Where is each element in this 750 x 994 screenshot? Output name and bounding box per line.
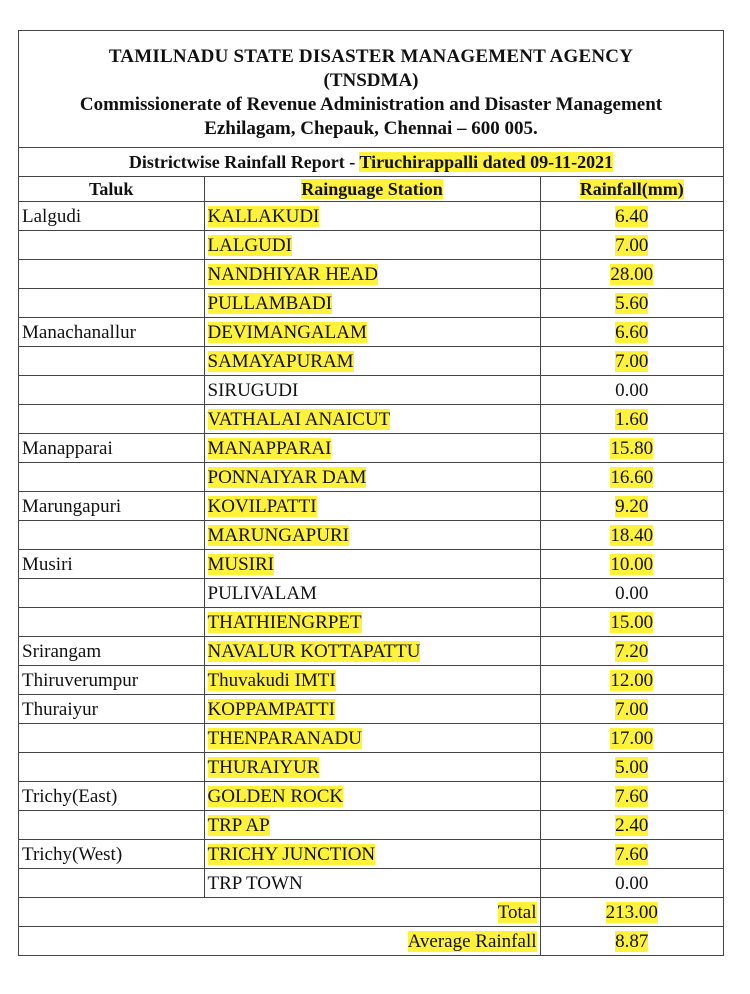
station-name: PONNAIYAR DAM bbox=[207, 466, 367, 488]
station-name: THENPARANADU bbox=[207, 727, 362, 749]
station-cell bbox=[204, 608, 540, 637]
rainfall-value: 6.60 bbox=[615, 321, 649, 343]
station-cell bbox=[204, 550, 540, 579]
rainfall-value: 10.00 bbox=[610, 553, 654, 575]
table-row bbox=[19, 318, 723, 347]
taluk-name: Thiruverumpur bbox=[22, 669, 139, 691]
rainfall-cell bbox=[540, 840, 723, 869]
office-address: Ezhilagam, Chepauk, Chennai – 600 005. bbox=[204, 118, 538, 139]
table-row bbox=[19, 840, 723, 869]
table-row bbox=[19, 637, 723, 666]
station-name: NANDHIYAR HEAD bbox=[207, 263, 378, 285]
taluk-cell bbox=[19, 840, 204, 869]
rainfall-value: 7.00 bbox=[615, 698, 649, 720]
taluk-cell bbox=[19, 782, 204, 811]
rainfall-cell bbox=[540, 695, 723, 724]
station-cell bbox=[204, 347, 540, 376]
rainfall-cell bbox=[540, 811, 723, 840]
table-row bbox=[19, 376, 723, 405]
station-cell bbox=[204, 463, 540, 492]
taluk-cell bbox=[19, 666, 204, 695]
rainfall-value: 0.00 bbox=[615, 872, 649, 894]
table-row bbox=[19, 608, 723, 637]
rainfall-cell bbox=[540, 521, 723, 550]
rainfall-cell bbox=[540, 318, 723, 347]
rainfall-value: 15.80 bbox=[610, 437, 654, 459]
rainfall-value: 0.00 bbox=[615, 582, 649, 604]
station-name: KOPPAMPATTI bbox=[207, 698, 335, 720]
rainfall-cell bbox=[540, 347, 723, 376]
table-row bbox=[19, 202, 723, 231]
rainfall-value: 7.20 bbox=[615, 640, 649, 662]
taluk-name: Trichy(West) bbox=[22, 843, 123, 865]
taluk-cell bbox=[19, 695, 204, 724]
station-cell bbox=[204, 289, 540, 318]
total-row bbox=[19, 898, 723, 927]
rainfall-table bbox=[19, 177, 723, 955]
report-title bbox=[19, 148, 723, 177]
table-row bbox=[19, 434, 723, 463]
taluk-cell bbox=[19, 753, 204, 782]
rainfall-cell bbox=[540, 231, 723, 260]
station-cell bbox=[204, 782, 540, 811]
station-cell bbox=[204, 318, 540, 347]
taluk-cell bbox=[19, 492, 204, 521]
taluk-cell bbox=[19, 550, 204, 579]
rainfall-value: 2.40 bbox=[615, 814, 649, 836]
department-name: Commissionerate of Revenue Administration and Disaster Management bbox=[79, 94, 663, 115]
table-row bbox=[19, 782, 723, 811]
rainfall-value: 12.00 bbox=[610, 669, 654, 691]
rainfall-value: 28.00 bbox=[610, 263, 654, 285]
rainfall-cell bbox=[540, 782, 723, 811]
rainfall-cell bbox=[540, 753, 723, 782]
total-label: Total bbox=[497, 901, 537, 923]
rainfall-value: 5.00 bbox=[615, 756, 649, 778]
station-name: PULIVALAM bbox=[207, 582, 317, 604]
station-cell bbox=[204, 637, 540, 666]
average-row bbox=[19, 927, 723, 956]
station-cell bbox=[204, 521, 540, 550]
station-cell bbox=[204, 231, 540, 260]
station-cell bbox=[204, 260, 540, 289]
table-row bbox=[19, 811, 723, 840]
station-cell bbox=[204, 811, 540, 840]
table-row bbox=[19, 666, 723, 695]
rainfall-report-sheet bbox=[18, 30, 724, 956]
rainfall-cell bbox=[540, 289, 723, 318]
taluk-cell bbox=[19, 202, 204, 231]
report-title-prefix: Districtwise Rainfall Report - bbox=[128, 152, 360, 172]
rainfall-value: 9.20 bbox=[615, 495, 649, 517]
table-row bbox=[19, 492, 723, 521]
station-cell bbox=[204, 376, 540, 405]
table-row bbox=[19, 347, 723, 376]
station-cell bbox=[204, 753, 540, 782]
rainfall-cell bbox=[540, 579, 723, 608]
station-name: TRP AP bbox=[207, 814, 270, 836]
taluk-name: Trichy(East) bbox=[22, 785, 118, 807]
report-district-date: Tiruchirappalli dated 09-11-2021 bbox=[359, 152, 614, 172]
station-name: TRP TOWN bbox=[207, 872, 303, 894]
agency-abbr: (TNSDMA) bbox=[323, 70, 419, 91]
rainfall-value: 17.00 bbox=[610, 727, 654, 749]
station-name: THATHIENGRPET bbox=[207, 611, 362, 633]
station-name: VATHALAI ANAICUT bbox=[207, 408, 391, 430]
rainfall-cell bbox=[540, 724, 723, 753]
station-cell bbox=[204, 695, 540, 724]
table-row bbox=[19, 753, 723, 782]
rainfall-cell bbox=[540, 869, 723, 898]
station-cell bbox=[204, 869, 540, 898]
station-name: GOLDEN ROCK bbox=[207, 785, 344, 807]
taluk-cell bbox=[19, 231, 204, 260]
rainfall-value: 15.00 bbox=[610, 611, 654, 633]
table-header-row bbox=[19, 177, 723, 202]
station-name: DEVIMANGALAM bbox=[207, 321, 367, 343]
station-cell bbox=[204, 202, 540, 231]
taluk-name: Musiri bbox=[22, 553, 73, 575]
rainfall-cell bbox=[540, 260, 723, 289]
taluk-name: Manachanallur bbox=[22, 321, 136, 343]
table-row bbox=[19, 695, 723, 724]
station-name: MANAPPARAI bbox=[207, 437, 332, 459]
rainfall-value: 6.40 bbox=[615, 205, 649, 227]
rainfall-value: 7.60 bbox=[615, 843, 649, 865]
taluk-name: Manapparai bbox=[22, 437, 113, 459]
agency-name: TAMILNADU STATE DISASTER MANAGEMENT AGENCY bbox=[108, 46, 634, 67]
station-name: SAMAYAPURAM bbox=[207, 350, 354, 372]
rainfall-cell bbox=[540, 550, 723, 579]
rainfall-value: 16.60 bbox=[610, 466, 654, 488]
report-header bbox=[19, 31, 723, 148]
rainfall-value: 7.00 bbox=[615, 350, 649, 372]
rainfall-cell bbox=[540, 637, 723, 666]
station-cell bbox=[204, 724, 540, 753]
taluk-cell bbox=[19, 608, 204, 637]
taluk-name: Lalgudi bbox=[22, 205, 82, 227]
table-row bbox=[19, 405, 723, 434]
column-header-taluk: Taluk bbox=[19, 177, 204, 202]
station-name: PULLAMBADI bbox=[207, 292, 333, 314]
table-row bbox=[19, 289, 723, 318]
total-label-cell bbox=[19, 898, 540, 927]
taluk-cell bbox=[19, 463, 204, 492]
table-row bbox=[19, 463, 723, 492]
rainfall-cell bbox=[540, 492, 723, 521]
station-name: LALGUDI bbox=[207, 234, 292, 256]
rainfall-cell bbox=[540, 202, 723, 231]
column-header-rainfall: Rainfall(mm) bbox=[540, 177, 723, 202]
station-name: THURAIYUR bbox=[207, 756, 320, 778]
station-cell bbox=[204, 666, 540, 695]
rainfall-cell bbox=[540, 434, 723, 463]
station-name: SIRUGUDI bbox=[207, 379, 299, 401]
taluk-cell bbox=[19, 434, 204, 463]
station-name: MUSIRI bbox=[207, 553, 275, 575]
station-name: KOVILPATTI bbox=[207, 495, 317, 517]
taluk-cell bbox=[19, 376, 204, 405]
rainfall-cell bbox=[540, 608, 723, 637]
taluk-cell bbox=[19, 579, 204, 608]
station-cell bbox=[204, 579, 540, 608]
taluk-cell bbox=[19, 724, 204, 753]
taluk-name: Srirangam bbox=[22, 640, 102, 662]
table-body bbox=[19, 202, 723, 898]
table-row bbox=[19, 521, 723, 550]
taluk-cell bbox=[19, 347, 204, 376]
station-cell bbox=[204, 405, 540, 434]
table-row bbox=[19, 231, 723, 260]
total-value-cell bbox=[540, 898, 723, 927]
taluk-cell bbox=[19, 811, 204, 840]
table-row bbox=[19, 260, 723, 289]
taluk-cell bbox=[19, 260, 204, 289]
station-cell bbox=[204, 840, 540, 869]
rainfall-value: 1.60 bbox=[615, 408, 649, 430]
taluk-cell bbox=[19, 869, 204, 898]
taluk-name: Marungapuri bbox=[22, 495, 122, 517]
rainfall-value: 5.60 bbox=[615, 292, 649, 314]
average-label: Average Rainfall bbox=[407, 930, 537, 952]
station-cell bbox=[204, 492, 540, 521]
station-name: TRICHY JUNCTION bbox=[207, 843, 376, 865]
station-cell bbox=[204, 434, 540, 463]
taluk-cell bbox=[19, 637, 204, 666]
table-row bbox=[19, 869, 723, 898]
taluk-name: Thuraiyur bbox=[22, 698, 98, 720]
rainfall-value: 7.60 bbox=[615, 785, 649, 807]
taluk-cell bbox=[19, 521, 204, 550]
taluk-cell bbox=[19, 405, 204, 434]
total-value: 213.00 bbox=[605, 901, 658, 923]
average-value-cell bbox=[540, 927, 723, 956]
rainfall-cell bbox=[540, 376, 723, 405]
column-header-station: Rainguage Station bbox=[204, 177, 540, 202]
average-label-cell bbox=[19, 927, 540, 956]
taluk-cell bbox=[19, 289, 204, 318]
rainfall-value: 18.40 bbox=[610, 524, 654, 546]
rainfall-value: 7.00 bbox=[615, 234, 649, 256]
station-name: KALLAKUDI bbox=[207, 205, 320, 227]
rainfall-cell bbox=[540, 463, 723, 492]
table-row bbox=[19, 724, 723, 753]
taluk-cell bbox=[19, 318, 204, 347]
rainfall-cell bbox=[540, 666, 723, 695]
rainfall-cell bbox=[540, 405, 723, 434]
rainfall-value: 0.00 bbox=[615, 379, 649, 401]
table-row bbox=[19, 579, 723, 608]
station-name: NAVALUR KOTTAPATTU bbox=[207, 640, 421, 662]
station-name: MARUNGAPURI bbox=[207, 524, 349, 546]
table-row bbox=[19, 550, 723, 579]
average-value: 8.87 bbox=[615, 930, 649, 952]
station-name: Thuvakudi IMTI bbox=[207, 669, 336, 691]
